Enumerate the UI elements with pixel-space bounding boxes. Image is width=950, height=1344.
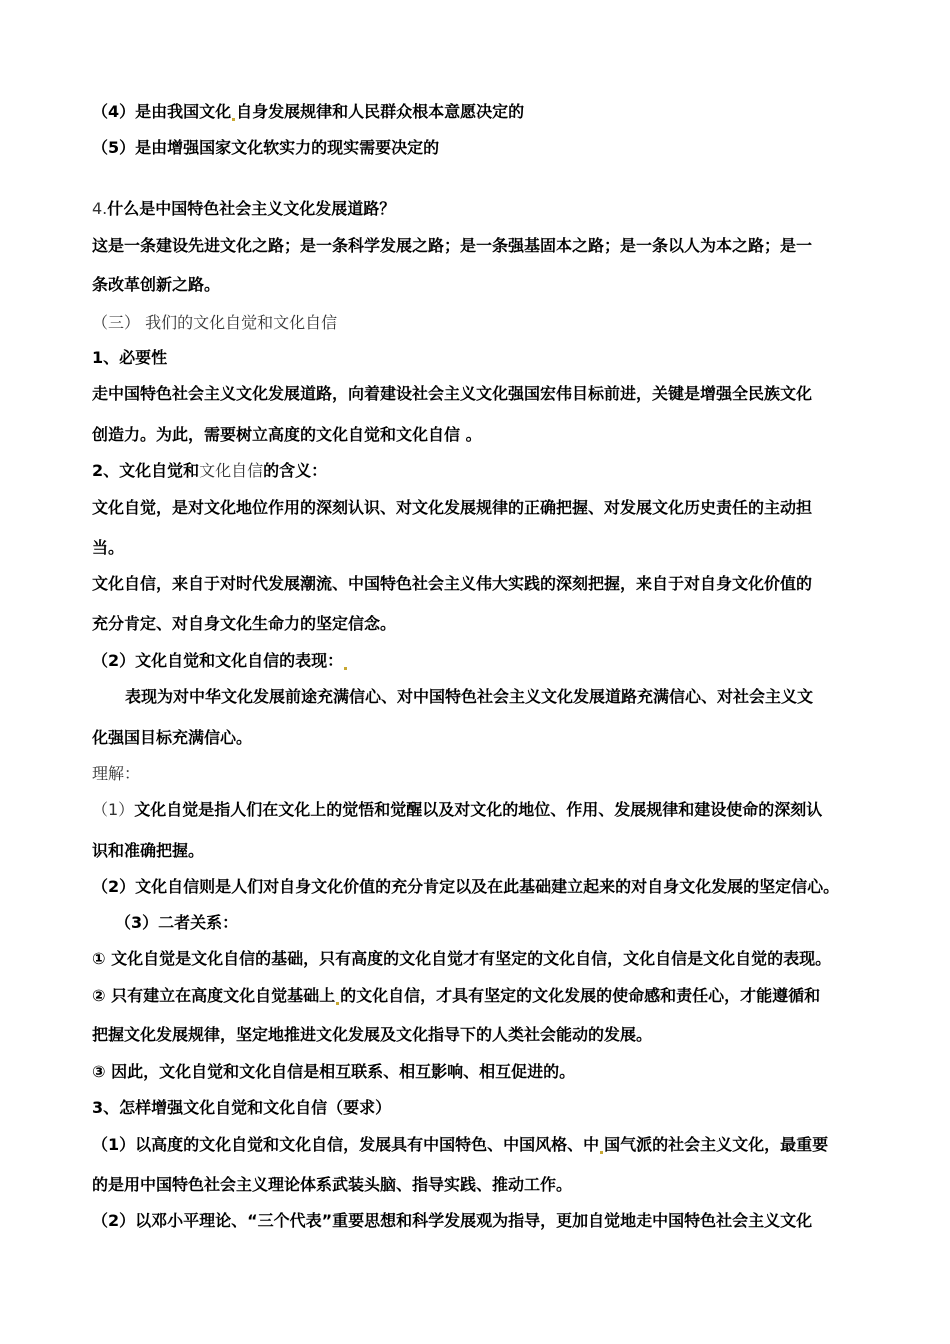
- text-segment: 的含义：: [263, 461, 328, 480]
- subheading-understanding: 理解：: [92, 764, 141, 783]
- text-segment: 的文化自信，才具有坚定的文化发展的使命感和责任心，才能遵循和: [340, 986, 821, 1005]
- relationship-point-3: ③ 因此，文化自觉和文化自信是相互联系、相互影响、相互促进的。: [92, 1062, 576, 1081]
- highlight-mark: [344, 667, 347, 670]
- manifestation-line-2: 化强国目标充满信心。: [92, 728, 253, 747]
- cultural-consciousness-line-1: 文化自觉，是对文化地位作用的深刻认识、对文化发展规律的正确把握、对发展文化历史责任的主动担: [92, 498, 813, 517]
- answer-line-1: 这是一条建设先进文化之路；是一条科学发展之路；是一条强基固本之路；是一条以人为本之路；是一: [92, 236, 813, 255]
- highlight-mark: [336, 1002, 339, 1005]
- text-segment: 自身发展规律和人民群众根本意愿决定的: [236, 102, 525, 121]
- question-number: 4.: [92, 199, 108, 218]
- text-segment: 文化自觉是指人们在文化上的觉悟和觉醒以及对文化的地位、作用、发展规律和建设使命的深刻认: [134, 800, 823, 819]
- understanding-2: （2）文化自信则是人们对自身文化价值的充分肯定以及在此基础建立起来的对自身文化发展的坚定信心。: [92, 877, 840, 896]
- highlight-mark: [232, 118, 235, 121]
- section-heading-3: （三） 我们的文化自觉和文化自信: [92, 313, 338, 332]
- relationship-point-2-line-2: 把握文化发展规律，坚定地推进文化发展及文化指导下的人类社会能动的发展。: [92, 1025, 653, 1044]
- text-segment: （4）是由我国文化: [92, 102, 232, 121]
- cultural-confidence-line-2: 充分肯定、对自身文化生命力的坚定信念。: [92, 614, 397, 633]
- highlight-mark: [600, 1151, 603, 1154]
- text-segment: ② 只有建立在高度文化自觉基础上: [92, 986, 336, 1005]
- cultural-confidence-line-1: 文化自信，来自于对时代发展潮流、中国特色社会主义伟大实践的深刻把握，来自于对自身文化价值的: [92, 574, 813, 593]
- question-text: 什么是中国特色社会主义文化发展道路？: [107, 199, 396, 218]
- manifestation-line-1: 表现为对中华文化发展前途充满信心、对中国特色社会主义文化发展道路充满信心、对社会主义文: [125, 687, 814, 706]
- text-segment: 2、文化自觉和: [92, 461, 200, 480]
- understanding-1-line-2: 识和准确把握。: [92, 841, 205, 860]
- answer-line-2: 条改革创新之路。: [92, 275, 221, 294]
- text-segment: （2）文化自觉和文化自信的表现：: [92, 651, 344, 670]
- subheading-meaning: [92, 460, 862, 482]
- paragraph-reason-4: [92, 101, 862, 123]
- necessity-line-1: 走中国特色社会主义文化发展道路，向着建设社会主义文化强国宏伟目标前进，关键是增强全民族文化: [92, 384, 813, 403]
- necessity-line-2: 创造力。为此，需要树立高度的文化自觉和文化自信 。: [92, 425, 482, 444]
- paragraph-reason-5: （5）是由增强国家文化软实力的现实需要决定的: [92, 138, 440, 157]
- understanding-1-line-1: [92, 799, 862, 821]
- subheading-necessity: 1、必要性: [92, 348, 168, 367]
- item-number: （1）: [92, 800, 135, 819]
- requirement-1-line-2: 的是用中国特色社会主义理论体系武装头脑、指导实践、推动工作。: [92, 1175, 573, 1194]
- requirement-1-line-1: [92, 1134, 862, 1156]
- text-segment: （1）以高度的文化自觉和文化自信，发展具有中国特色、中国风格、中: [92, 1135, 600, 1154]
- subheading-how-to-strengthen: 3、怎样增强文化自觉和文化自信（要求）: [92, 1098, 392, 1117]
- cultural-consciousness-line-2: 当。: [92, 538, 125, 557]
- subheading-manifestation: [92, 650, 862, 672]
- relationship-point-2-line-1: [92, 985, 862, 1007]
- relationship-point-1: ① 文化自觉是文化自信的基础，只有高度的文化自觉才有坚定的文化自信，文化自信是文化自觉的表现。: [92, 949, 832, 968]
- requirement-2-line-1: （2）以邓小平理论、“三个代表”重要思想和科学发展观为指导，更加自觉地走中国特色社会主义文化: [92, 1211, 813, 1230]
- subheading-relationship: （3）二者关系：: [115, 913, 239, 932]
- text-segment: 国气派的社会主义文化，最重要: [604, 1135, 829, 1154]
- text-segment: 文化自信: [199, 461, 264, 480]
- question-heading-4: [92, 198, 862, 220]
